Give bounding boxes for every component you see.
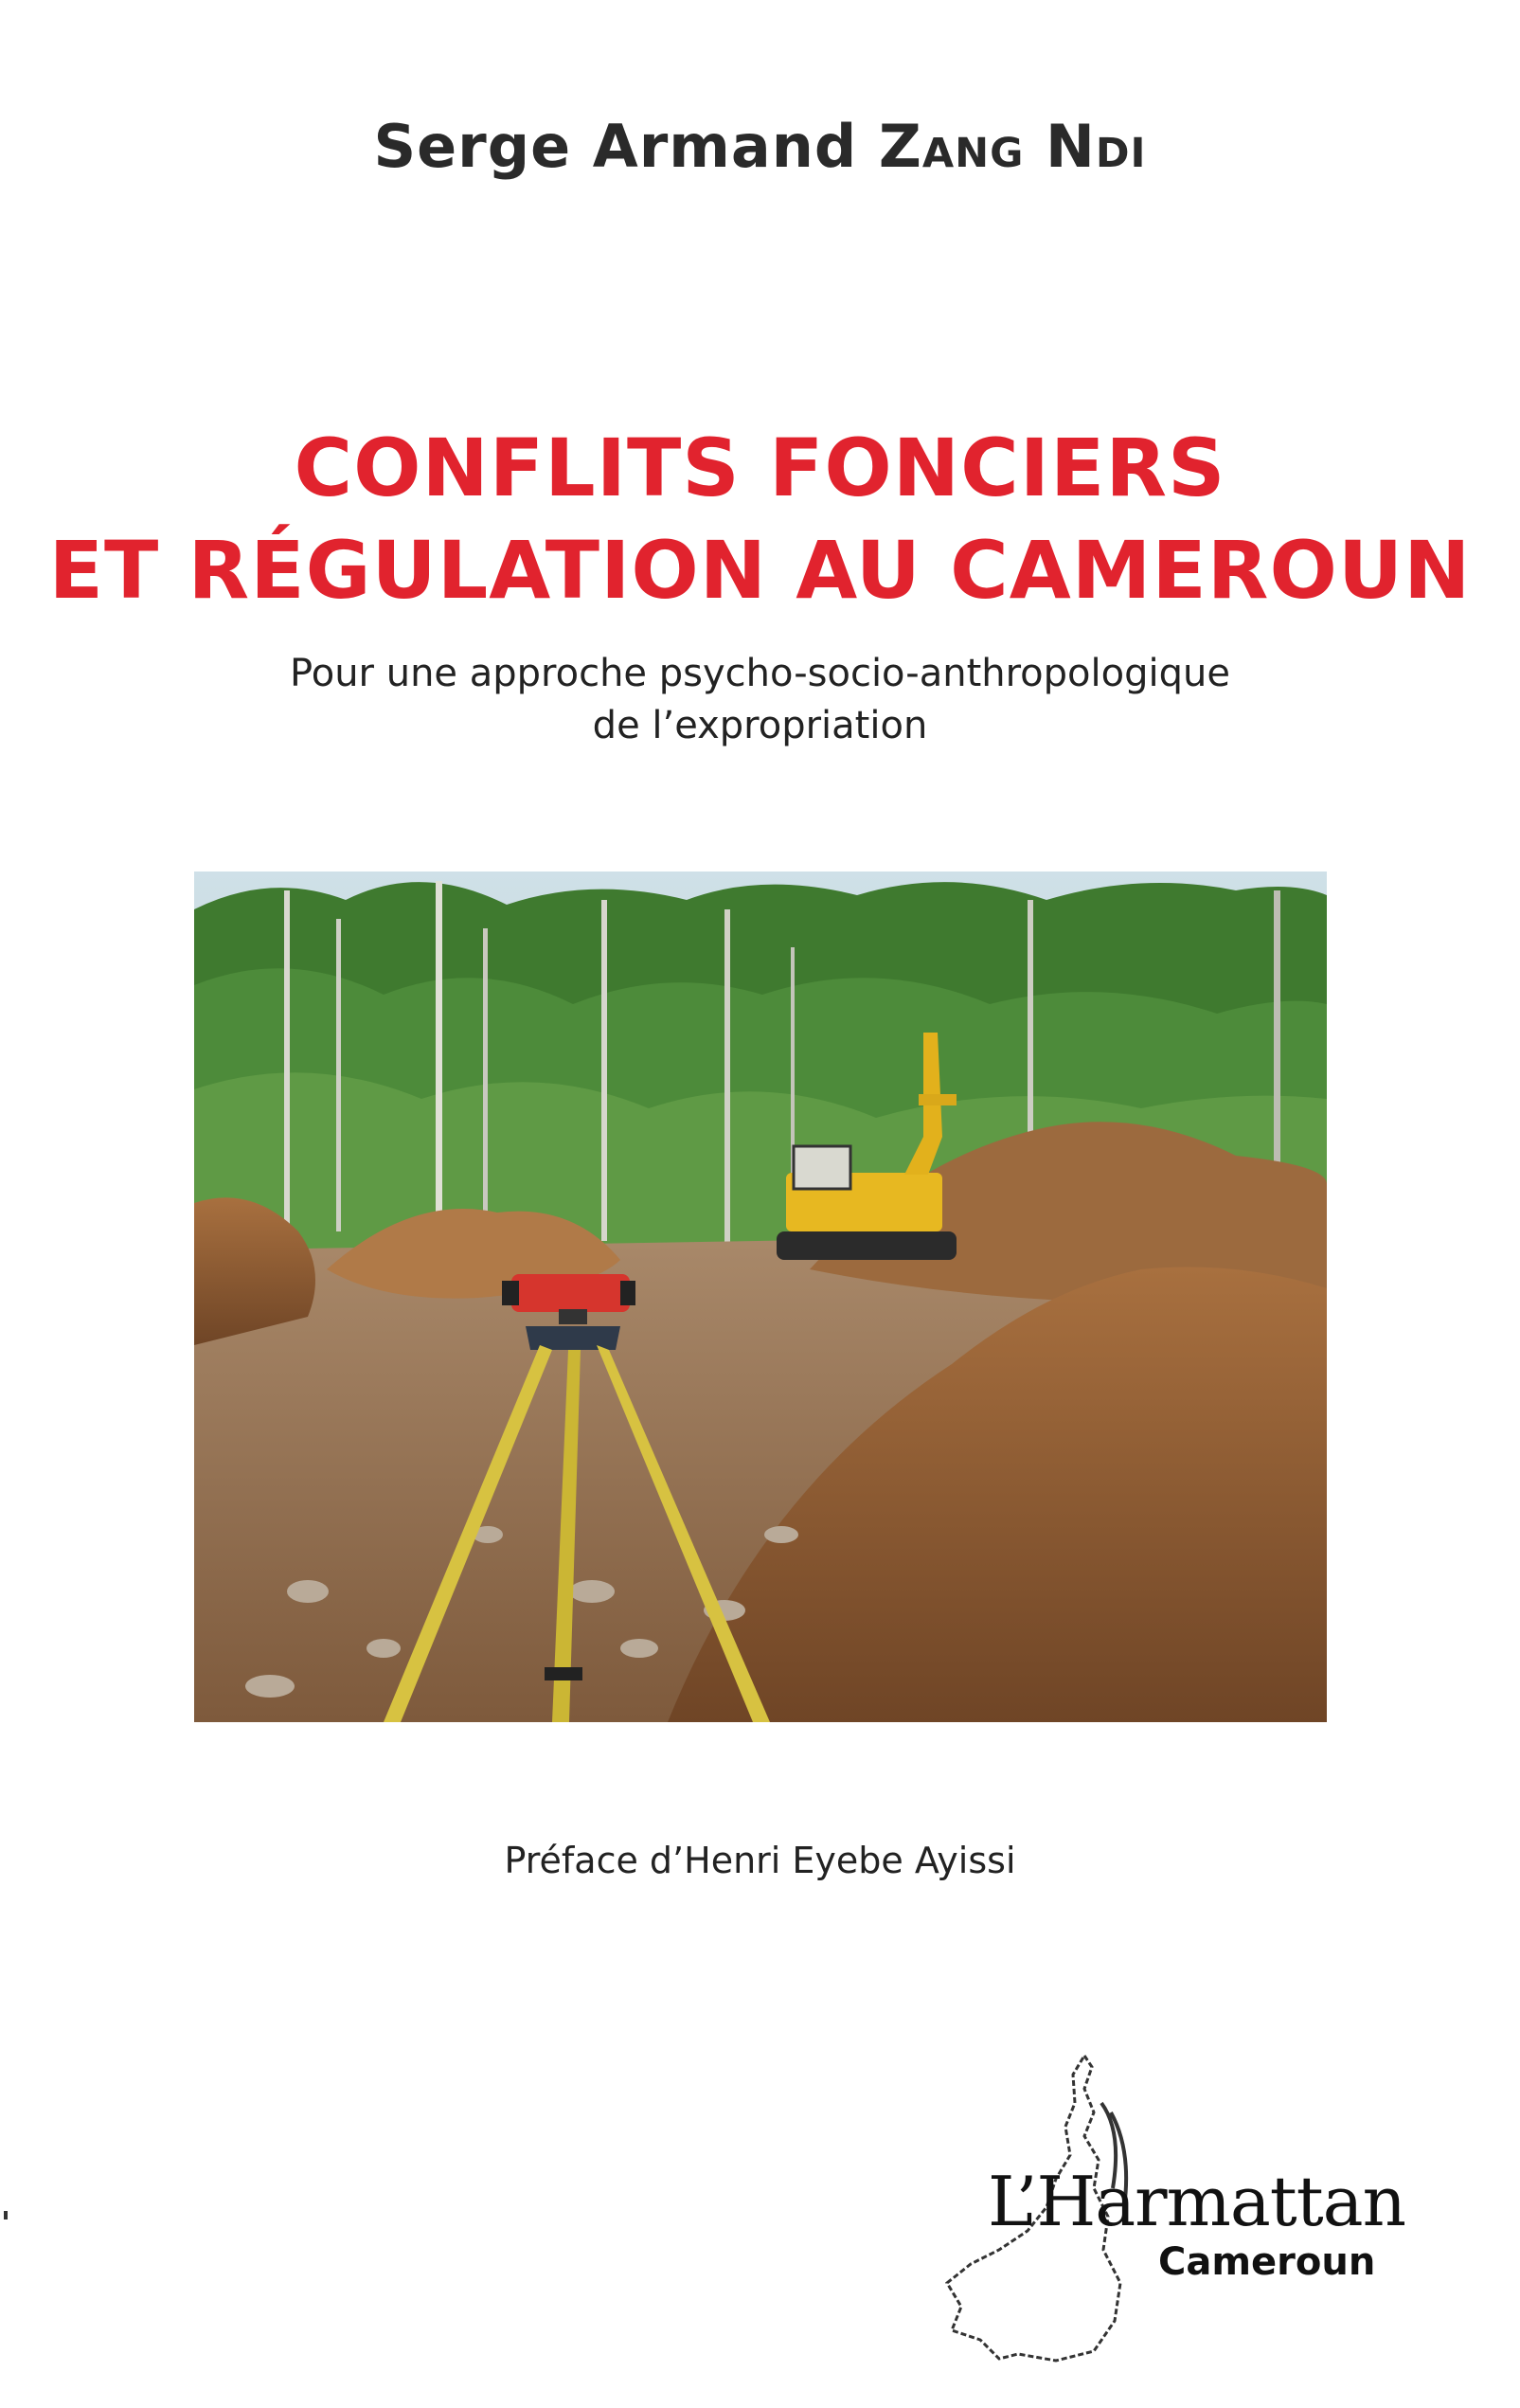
book-subtitle-line-1: Pour une approche psycho-socio-anthropologique xyxy=(290,652,1230,695)
author-name xyxy=(0,112,1520,181)
book-title xyxy=(0,417,1520,621)
author-given-name: Serge Armand xyxy=(373,112,858,181)
publisher-name: L’Harmattan xyxy=(988,2162,1405,2241)
edge-mark xyxy=(4,2211,8,2219)
book-title-line-1: CONFLITS FONCIERS xyxy=(294,422,1226,514)
author-family-name: Zang Ndi xyxy=(878,112,1147,181)
publisher-imprint: Cameroun xyxy=(1158,2240,1376,2284)
publisher-logo xyxy=(942,2046,1405,2368)
book-subtitle xyxy=(0,648,1520,752)
book-subtitle-line-2: de l’expropriation xyxy=(592,704,928,747)
book-title-line-2: ET RÉGULATION AU CAMEROUN xyxy=(48,524,1472,617)
cover-photo xyxy=(194,872,1327,1722)
preface-credit: Préface d’Henri Eyebe Ayissi xyxy=(504,1840,1016,1881)
